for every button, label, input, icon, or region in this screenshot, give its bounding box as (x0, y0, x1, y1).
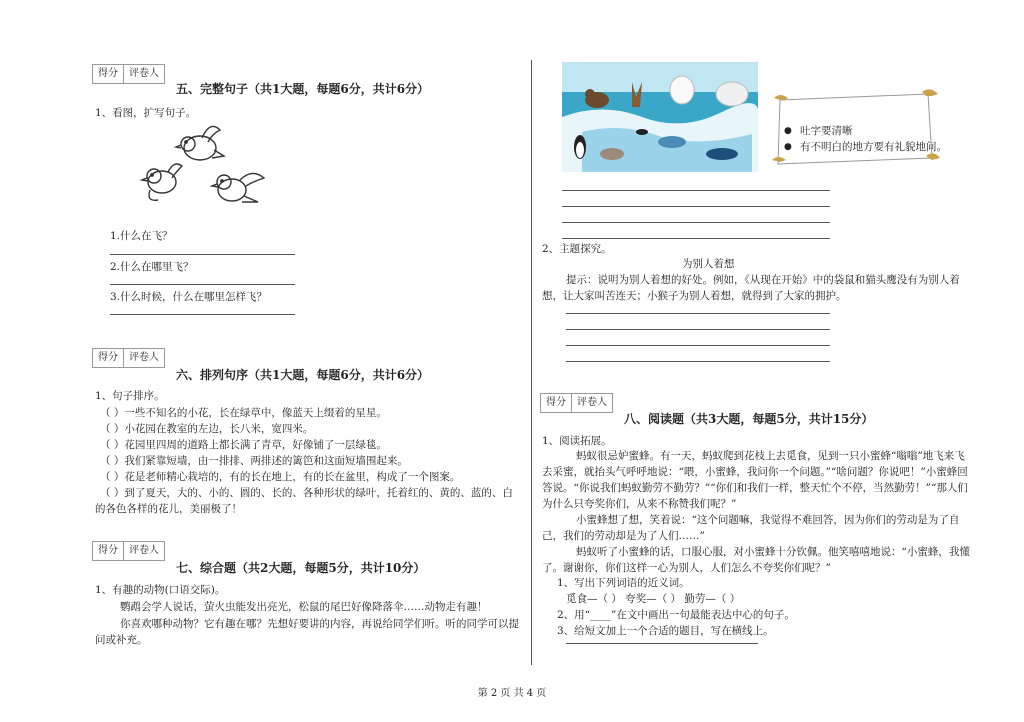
score-label: 得分 (93, 65, 124, 83)
reading-paragraph-3: 蚂蚁听了小蜜蜂的话，口服心服，对小蜜蜂十分钦佩。他笑嘻嘻地说：“小蜜蜂，我懂了。谢谢你，你们这样一心为别人，人们怎么不夸奖你们呢？” (542, 546, 970, 574)
score-label: 得分 (93, 542, 124, 560)
question-7-1: 1、有趣的动物(口语交际)。 (95, 584, 226, 596)
synonym-words: 觅食—（ ） 夸奖—（ ） 勤劳—（ ） (566, 593, 741, 605)
bullet-dot: ● (784, 142, 792, 152)
answer-line[interactable] (566, 329, 830, 330)
section-6-title: 六、排列句序（共1大题，每题6分，共计6分） (176, 368, 430, 382)
sentence-item: （ ）小花园在教室的左边，长八米，宽四米。 (100, 423, 314, 435)
question-2: 2、主题探究。 (542, 243, 612, 255)
score-box (92, 541, 165, 561)
answer-line[interactable] (110, 254, 295, 255)
reviewer-label: 评卷人 (577, 397, 607, 408)
sentence-item: （ ）到了夏天，大的、小的、圆的、长的、各种形状的绿叶，托着红的、黄的、蓝的、白 (100, 487, 513, 499)
sub-question-1: 1.什么在飞？ (110, 230, 173, 242)
page-footer: 第 2 页 共 4 页 (477, 688, 547, 699)
answer-line[interactable] (562, 222, 830, 223)
score-box (540, 393, 613, 413)
section-5-title: 五、完整句子（共1大题，每题6分，共计6分） (176, 82, 430, 96)
sentence-item: （ ）花是老师精心栽培的，有的长在地上，有的长在盆里，构成了一个图案。 (100, 471, 461, 483)
tip-bullet-1: 吐字要清晰 (800, 125, 853, 137)
sub-question-1: 1、写出下列词语的近义词。 (557, 577, 690, 589)
column-divider (531, 60, 532, 665)
polar-animals-image (562, 62, 758, 172)
sentence-item: （ ）我们紧靠短墙，由一排排、两排述的篱笆和这面短墙围起来。 (100, 455, 408, 467)
score-box (92, 348, 165, 368)
sentence-item: （ ）一些不知名的小花，长在绿草中，像蓝天上缀着的星星。 (100, 407, 387, 419)
section-8-title: 八、阅读题（共3大题，每题5分，共计15分） (624, 412, 874, 426)
tip-board-frame (770, 88, 940, 170)
topic-title: 为别人着想 (682, 258, 735, 270)
reviewer-label: 评卷人 (129, 68, 159, 79)
answer-line[interactable] (566, 313, 830, 314)
reviewer-label: 评卷人 (129, 352, 159, 363)
answer-line[interactable] (562, 206, 830, 207)
score-label: 得分 (541, 394, 572, 412)
sub-question-2: 2、用“____”在文中画出一句最能表达中心的句子。 (557, 609, 795, 621)
answer-line[interactable] (566, 361, 830, 362)
tip-bullet-2: 有不明白的地方要有礼貌地问。 (800, 141, 947, 153)
question-6-1: 1、句子排序。 (95, 390, 165, 402)
section-7-title: 七、综合题（共2大题，每题5分，共计10分） (176, 561, 426, 575)
paragraph: 鹦鹉会学人说话，萤火虫能发出亮光，松鼠的尾巴好像降落伞……动物走有趣！ (120, 601, 488, 613)
bullet-dot: ● (784, 126, 792, 136)
paragraph: 你喜欢哪种动物？它有趣在哪？先想好要讲的内容，再说给同学们听。听的同学可以提问或补充。 (95, 618, 519, 646)
sentence-item: （ ）花园里四周的道路上都长满了青草，好像铺了一层绿毯。 (100, 439, 387, 451)
sub-question-3: 3、给短文加上一个合适的题目，写在横线上。 (557, 625, 774, 637)
reading-paragraph-2: 小蜜蜂想了想，笑着说：“这个问题嘛，我觉得不难回答，因为你们的劳动是为了自己，我们的劳动却是为了人们……” (542, 514, 960, 542)
question-8-1: 1、阅读拓展。 (542, 435, 612, 447)
hint-paragraph: 提示：说明为别人着想的好处。例如，《从现在开始》中的袋鼠和猫头鹰没有为别人着想，让大家叫苦连天；小猴子为别人着想，就得到了大家的拥护。 (542, 274, 960, 302)
question-5-1: 1、看图，扩写句子。 (95, 107, 197, 119)
answer-line[interactable] (562, 238, 830, 239)
reading-paragraph-1: 蚂蚁很忌妒蜜蜂。有一天，蚂蚁爬到花枝上去觅食，见到一只小蜜蜂“嗡嗡”地飞来飞去采蜜，就抬头气呼呼地说：“喂，小蜜蜂，我问你一个问题。”“啥问题？你说吧！”小蜜蜂回答说。“你说我们蚂蚁勤劳不勤劳？”“你们和我们一样，整天忙个不停，当然勤劳！”“那人们为什么只夸奖你们，从来不称赞我们呢？” (542, 450, 968, 510)
answer-line[interactable] (110, 284, 295, 285)
score-box (92, 64, 165, 84)
answer-line[interactable] (110, 314, 295, 315)
sentence-item-cont: 的各色各样的花儿，美丽极了！ (95, 503, 242, 515)
answer-line[interactable] (562, 190, 830, 191)
score-label: 得分 (93, 349, 124, 367)
sub-question-3: 3.什么时候，什么在哪里怎样飞？ (110, 291, 268, 303)
sub-question-2: 2.什么在哪里飞？ (110, 261, 194, 273)
reviewer-label: 评卷人 (129, 545, 159, 556)
birds-illustration (140, 120, 280, 220)
answer-line[interactable] (566, 345, 830, 346)
answer-line[interactable] (566, 643, 758, 644)
